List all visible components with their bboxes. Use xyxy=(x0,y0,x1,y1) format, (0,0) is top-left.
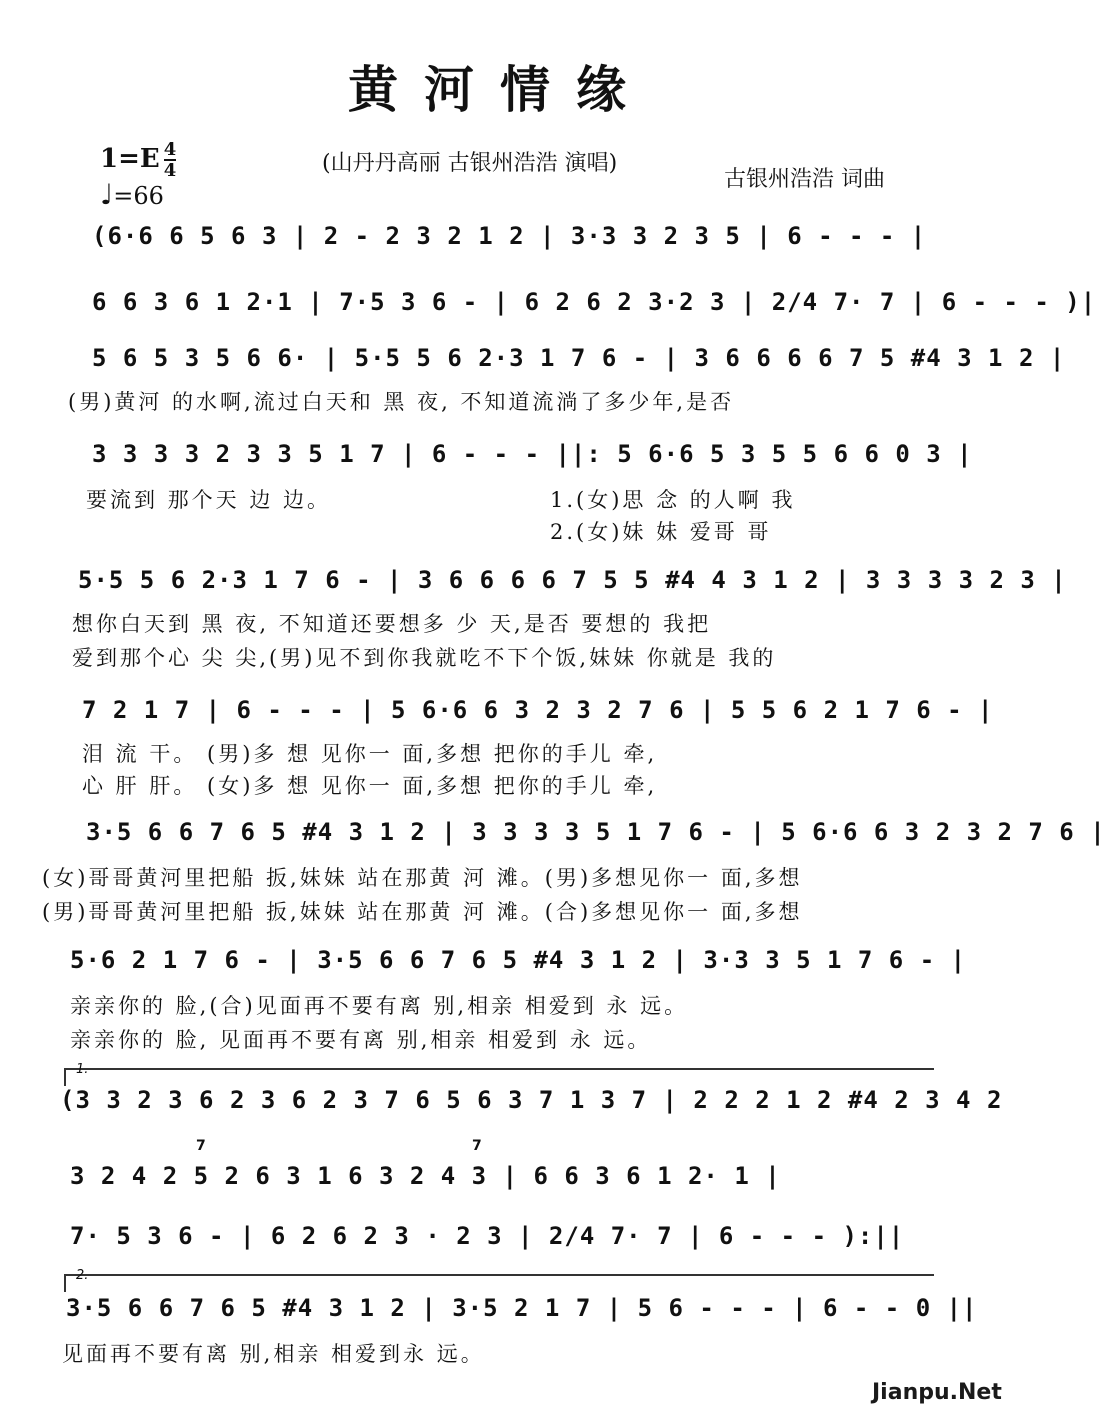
score-row-12: 3·5 6 6 7 6 5 #4 3 1 2 | 3·5 2 1 7 | 5 6 - - - | 6 - - 0 || xyxy=(66,1294,978,1322)
volta-1-bracket xyxy=(64,1068,934,1070)
volta-2-hook xyxy=(64,1274,66,1292)
site-watermark: Jianpu.Net xyxy=(872,1380,1002,1405)
lyric-row-6: 泪 流 干。 (男)多 想 见你一 面,多想 把你的手儿 牵, xyxy=(82,742,658,766)
triplet-mark-2: 7 xyxy=(472,1138,482,1154)
score-row-4: 3 3 3 3 2 3 3 5 1 7 | 6 - - - ||: 5 6·6 5 3 5 5 6 6 0 3 | xyxy=(92,440,973,468)
composer-credit: 古银州浩浩 词曲 xyxy=(724,167,885,192)
quarter-note-icon: ♩ xyxy=(100,178,114,211)
time-signature: $\frac{4}{4}$ xyxy=(163,139,177,181)
key-signature: 1=E $\frac{4}{4}$ xyxy=(100,139,177,181)
score-row-5: 5·5 5 6 2·3 1 7 6 - | 3 6 6 6 6 7 5 5 #4 4 3 1 2 | 3 3 3 3 2 3 | xyxy=(78,566,1067,594)
lyric-row-5-verse-2: 爱到那个心 尖 尖,(男)见不到你我就吃不下个饭,妹妹 你就是 我的 xyxy=(72,646,777,670)
lyric-row-7: (女)哥哥黄河里把船 扳,妹妹 站在那黄 河 滩。(男)多想见你一 面,多想 xyxy=(42,866,803,890)
score-row-11: 7· 5 3 6 - | 6 2 6 2 3 · 2 3 | 2/4 7· 7 | 6 - - - ):|| xyxy=(70,1222,905,1250)
lyric-row-8: 亲亲你的 脸,(合)见面再不要有离 别,相亲 相爱到 永 远。 xyxy=(70,994,689,1018)
lyric-row-6-verse-2: 心 肝 肝。 (女)多 想 见你一 面,多想 把你的手儿 牵, xyxy=(82,774,658,798)
score-row-8: 5·6 2 1 7 6 - | 3·5 6 6 7 6 5 #4 3 1 2 | 3·3 3 5 1 7 6 - | xyxy=(70,946,967,974)
score-row-6: 7 2 1 7 | 6 - - - | 5 6·6 6 3 2 3 2 7 6 | 5 5 6 2 1 7 6 - | xyxy=(82,696,994,724)
lyric-row-3: (男)黄河 的水啊,流过白天和 黑 夜, 不知道流淌了多少年,是否 xyxy=(68,390,735,414)
lyric-row-12: 见面再不要有离 别,相亲 相爱到永 远。 xyxy=(62,1342,485,1366)
volta-2-label: 2. xyxy=(76,1268,89,1283)
lyric-row-8-verse-2: 亲亲你的 脸, 见面再不要有离 别,相亲 相爱到 永 远。 xyxy=(70,1028,652,1052)
lyric-row-4-verse-1: 1.(女)思 念 的人啊 我 xyxy=(550,488,796,512)
score-row-10: 3 2 4 2 5 2 6 3 1 6 3 2 4 3 | 6 6 3 6 1 2· 1 | xyxy=(70,1162,781,1190)
score-row-3: 5 6 5 3 5 6 6· | 5·5 5 6 2·3 1 7 6 - | 3 6 6 6 6 7 5 #4 3 1 2 | xyxy=(92,344,1066,372)
volta-2-bracket xyxy=(64,1274,934,1276)
lyric-row-5: 想你白天到 黑 夜, 不知道还要想多 少 天,是否 要想的 我把 xyxy=(72,612,712,636)
lyric-row-7-verse-2: (男)哥哥黄河里把船 扳,妹妹 站在那黄 河 滩。(合)多想见你一 面,多想 xyxy=(42,900,803,924)
volta-1-label: 1. xyxy=(76,1062,89,1077)
triplet-mark-1: 7 xyxy=(196,1138,206,1154)
song-title: 黄河情缘 xyxy=(348,60,652,119)
score-row-2: 6 6 3 6 1 2·1 | 7·5 3 6 - | 6 2 6 2 3·2 3 | 2/4 7· 7 | 6 - - - )| xyxy=(92,288,1097,316)
score-row-1: (6·6 6 5 6 3 | 2 - 2 3 2 1 2 | 3·3 3 2 3 5 | 6 - - - | xyxy=(92,222,927,250)
tempo-marking: ♩=66 xyxy=(100,178,164,211)
score-row-9: (3 3 2 3 6 2 3 6 2 3 7 6 5 6 3 7 1 3 7 | 2 2 2 1 2 #4 2 3 4 2 xyxy=(60,1086,1003,1114)
volta-1-hook xyxy=(64,1068,66,1086)
lyric-row-4: 要流到 那个天 边 边。 xyxy=(86,488,332,512)
score-row-7: 3·5 6 6 7 6 5 #4 3 1 2 | 3 3 3 3 5 1 7 6 - | 5 6·6 6 3 2 3 2 7 6 | xyxy=(86,818,1106,846)
performers: (山丹丹高丽 古银州浩浩 演唱) xyxy=(322,151,618,176)
lyric-row-4-verse-2: 2.(女)妹 妹 爱哥 哥 xyxy=(550,520,772,544)
